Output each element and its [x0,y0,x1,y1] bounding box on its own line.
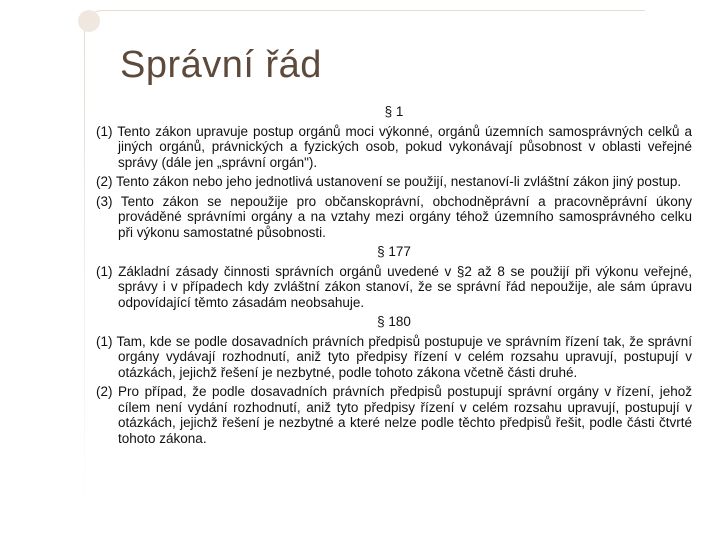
paragraph: (2) Pro případ, že podle dosavadních právních předpisů postupují správní orgány v řízení, jehož cílem není vydání rozhodnutí, aniž tyto předpisy řízení v celém rozsahu upravují, postupují v otázkách, jejichž řešení je nezbytné a které nelze podle těchto předpisů řešit, podle části čtvrté tohoto zákona. [96,384,692,446]
section-heading-180: § 180 [377,314,411,329]
decorative-frame-line [84,40,85,520]
paragraph: (3) Tento zákon se nepoužije pro občanskoprávní, obchodněprávní a pracovněprávní úkony prováděné správními orgány a na vztahy mezi orgány téhož územního samosprávného celku při výkonu samostatné působnosti. [96,193,692,240]
decorative-circle [78,10,100,32]
paragraph: (2) Tento zákon nebo jeho jednotlivá ustanovení se použijí, nestanoví-li zvláštní zákon jiný postup. [96,174,682,189]
section-heading-1: § 1 [384,104,404,119]
paragraph: (1) Tento zákon upravuje postup orgánů moci výkonné, orgánů územních samosprávných celků a jiných orgánů, právnických a fyzických osob, pokud vykonávají působnost v oblasti veřejné správy (dále jen „správní orgán"). [96,123,692,170]
paragraph: (1) Tam, kde se podle dosavadních právních předpisů postupuje ve správním řízení tak, že správní orgány vydávají rozhodnutí, aniž tyto předpisy řízení v celém rozsahu upravují, postupují v otázkách, jejichž řešení je nezbytné, podle tohoto zákona včetně části druhé. [96,333,692,380]
paragraph: (1) Základní zásady činnosti správních orgánů uvedené v §2 až 8 se použijí při výkonu veřejné, správy i v případech kdy zvláštní zákon stanoví, že se správní řád nepoužije, ale sám úpravu odpovídající těmto zásadám neobsahuje. [96,263,692,310]
section-heading-177: § 177 [377,244,411,259]
slide-content [96,100,692,446]
slide-title: Správní řád [120,44,322,86]
